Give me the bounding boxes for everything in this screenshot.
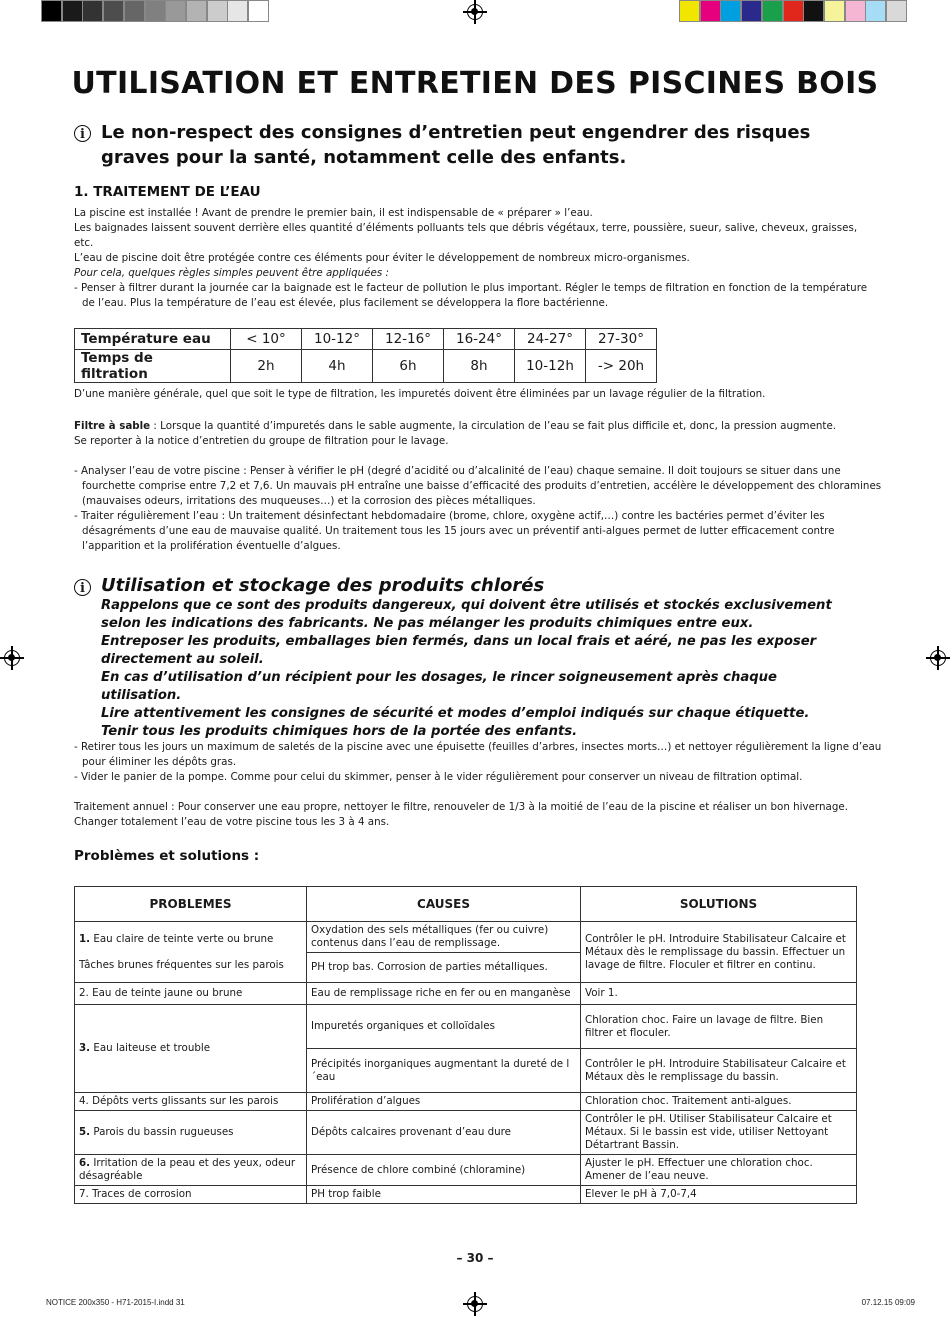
solution-cell: Voir 1. bbox=[581, 983, 857, 1005]
process-color-swatch bbox=[720, 0, 741, 22]
problem-number: 1. bbox=[79, 932, 91, 945]
temp-cell: 27-30° bbox=[586, 329, 657, 350]
col-header-causes: CAUSES bbox=[307, 887, 581, 922]
temp-cell: 16-24° bbox=[444, 329, 515, 350]
problem-cell bbox=[75, 1155, 307, 1186]
cause-cell: PH trop bas. Corrosion de parties métalliques. bbox=[307, 953, 581, 983]
problems-table bbox=[74, 886, 857, 1204]
chlorine-instructions bbox=[101, 597, 861, 741]
registration-mark-left-icon bbox=[4, 650, 20, 666]
chlorine-section-title: Utilisation et stockage des produits chlorés bbox=[101, 575, 545, 596]
page-title: UTILISATION ET ENTRETIEN DES PISCINES BOIS bbox=[71, 66, 879, 101]
process-color-swatch bbox=[886, 0, 907, 22]
table-row-temperature bbox=[75, 329, 657, 350]
general-filtration-note: D’une manière générale, quel que soit le type de filtration, les impuretés doivent être éliminées par un lavage régulier de la filtration. bbox=[74, 388, 766, 400]
table-row bbox=[75, 1111, 857, 1155]
section-heading-water-treatment: 1. TRAITEMENT DE L’EAU bbox=[74, 184, 261, 200]
skimmer-note: - Vider le panier de la pompe. Comme pour celui du skimmer, penser à le vider régulièrement pour conserver un niveau de filtration optimal. bbox=[74, 771, 803, 783]
process-color-swatch bbox=[679, 0, 700, 22]
problem-cell bbox=[75, 922, 307, 983]
process-color-swatch bbox=[865, 0, 886, 22]
solution-cell: Chloration choc. Traitement anti-algues. bbox=[581, 1093, 857, 1111]
problem-text: Parois du bassin rugueuses bbox=[90, 1126, 234, 1138]
solution-cell: Chloration choc. Faire un lavage de filtre. Bien filtrer et floculer. bbox=[581, 1005, 857, 1049]
problem-number: 3. bbox=[79, 1042, 91, 1054]
gray-swatch bbox=[186, 0, 207, 22]
registration-mark-right-icon bbox=[930, 650, 946, 666]
solution-cell: Elever le pH à 7,0-7,4 bbox=[581, 1186, 857, 1204]
registration-mark-bottom-icon bbox=[467, 1296, 483, 1312]
gray-swatch bbox=[103, 0, 124, 22]
time-cell: 8h bbox=[444, 350, 515, 383]
info-icon: i bbox=[74, 579, 91, 596]
process-color-swatch bbox=[783, 0, 804, 22]
problem-cell: 7. Traces de corrosion bbox=[75, 1186, 307, 1204]
gray-swatch bbox=[165, 0, 186, 22]
footer-timestamp: 07.12.15 09:09 bbox=[861, 1298, 915, 1307]
problem-text: Eau claire de teinte verte ou brune bbox=[90, 932, 274, 945]
solution-cell: Contrôler le pH. Utiliser Stabilisateur Calcaire et Métaux. Si le bassin est vide, utiliser Nettoyant Détartrant Bassin. bbox=[581, 1111, 857, 1155]
sand-filter-paragraph bbox=[74, 419, 874, 449]
intro-line-3: L’eau de piscine doit être protégée contre ces éléments pour éviter le développement de nombreux micro-organismes. bbox=[74, 252, 690, 264]
gray-swatch bbox=[145, 0, 166, 22]
table-row-filtration-time bbox=[75, 350, 657, 383]
gray-swatch bbox=[62, 0, 83, 22]
process-color-swatch bbox=[700, 0, 721, 22]
rules-intro: Pour cela, quelques règles simples peuvent être appliquées : bbox=[74, 267, 389, 279]
chlorine-line: Entreposer les produits, emballages bien fermés, dans un local frais et aéré, ne pas les exposer bbox=[101, 634, 817, 649]
table-row bbox=[75, 1186, 857, 1204]
gray-swatch bbox=[248, 0, 269, 22]
problem-cell: 4. Dépôts verts glissants sur les parois bbox=[75, 1093, 307, 1111]
debris-note: - Retirer tous les jours un maximum de saletés de la piscine avec une épuisette (feuilles d’arbres, insectes morts…) et nettoyer régulièrement la ligne d’eau pour éliminer les dépôts gras. bbox=[74, 741, 882, 768]
intro-line-2: Les baignades laissent souvent derrière elles quantité d’éléments polluants tels que débris végétaux, terre, poussière, sueur, salive, cheveux, graisses, etc. bbox=[74, 222, 858, 249]
table-row bbox=[75, 983, 857, 1005]
row-label-filtration-time: Temps de filtration bbox=[75, 350, 231, 383]
time-cell: 4h bbox=[302, 350, 373, 383]
gray-swatch bbox=[41, 0, 62, 22]
filtration-time-table bbox=[74, 328, 657, 383]
chlorine-line: selon les indications des fabricants. Ne pas mélanger les produits chimiques entre eux. bbox=[101, 616, 754, 631]
table-row bbox=[75, 1093, 857, 1111]
col-header-solutions: SOLUTIONS bbox=[581, 887, 857, 922]
gray-swatch bbox=[82, 0, 103, 22]
problem-cell bbox=[75, 1111, 307, 1155]
sand-filter-text: : Lorsque la quantité d’impuretés dans le sable augmente, la circulation de l’eau se fait plus difficile et, donc, la pression augmente. bbox=[150, 420, 837, 432]
safety-warning: Le non-respect des consignes d’entretien peut engendrer des risques graves pour la santé, notamment celle des enfants. bbox=[101, 122, 811, 168]
registration-mark-top-icon bbox=[467, 4, 483, 20]
annual-line-1: Traitement annuel : Pour conserver une eau propre, nettoyer le filtre, renouveler de 1/3 à la moitié de l’eau de la piscine et réaliser un bon hivernage. bbox=[74, 801, 848, 813]
cause-cell: Oxydation des sels métalliques (fer ou cuivre) contenus dans l’eau de remplissage. bbox=[307, 922, 581, 953]
table-row bbox=[75, 1005, 857, 1049]
table-header-row bbox=[75, 887, 857, 922]
cause-cell: PH trop faible bbox=[307, 1186, 581, 1204]
cause-cell: Précipités inorganiques augmentant la dureté de l´eau bbox=[307, 1049, 581, 1093]
chlorine-line: directement au soleil. bbox=[101, 652, 264, 667]
intro-line-1: La piscine est installée ! Avant de prendre le premier bain, il est indispensable de « préparer » l’eau. bbox=[74, 207, 593, 219]
treat-water-note: - Traiter régulièrement l’eau : Un traitement désinfectant hebdomadaire (brome, chlore, oxygène actif,…) contre les bactéries permet d’éviter les désagréments d’une eau de mauvaise qualité. Un traitement tous les 15 jours avec un préventif anti-algues permet de lutter efficacement contre l’apparition et la prolifération éventuelle d’algues. bbox=[74, 510, 835, 552]
chlorine-line: En cas d’utilisation d’un récipient pour les dosages, le rincer soigneusement après chaque utilisation. bbox=[101, 670, 778, 703]
problem-cell: 2. Eau de teinte jaune ou brune bbox=[75, 983, 307, 1005]
annual-line-2: Changer totalement l’eau de votre piscine tous les 3 à 4 ans. bbox=[74, 816, 390, 828]
chlorine-line: Lire attentivement les consignes de sécurité et modes d’emploi indiqués sur chaque étiquette. bbox=[101, 706, 810, 721]
time-cell: 10-12h bbox=[515, 350, 586, 383]
intro-paragraph bbox=[74, 206, 874, 281]
annual-treatment bbox=[74, 800, 874, 830]
gray-swatch bbox=[227, 0, 248, 22]
row-label-temperature: Température eau bbox=[75, 329, 231, 350]
time-cell: -> 20h bbox=[586, 350, 657, 383]
gray-swatch bbox=[207, 0, 228, 22]
time-cell: 2h bbox=[231, 350, 302, 383]
gray-swatch bbox=[124, 0, 145, 22]
table-row bbox=[75, 922, 857, 953]
col-header-problems: PROBLEMES bbox=[75, 887, 307, 922]
temp-cell: 24-27° bbox=[515, 329, 586, 350]
temp-cell: 12-16° bbox=[373, 329, 444, 350]
process-color-swatch bbox=[741, 0, 762, 22]
solution-cell: Contrôler le pH. Introduire Stabilisateur Calcaire et Métaux dès le remplissage du bassin. Effectuer un lavage de filtre. Floculer et filtrer en continu. bbox=[581, 922, 857, 983]
page-number: – 30 – bbox=[456, 1251, 494, 1265]
chlorine-line: Rappelons que ce sont des produits dangereux, qui doivent être utilisés et stockés exclusivement bbox=[101, 598, 832, 613]
process-color-swatch bbox=[762, 0, 783, 22]
problem-text: Eau laiteuse et trouble bbox=[90, 1042, 211, 1054]
chlorine-line: Tenir tous les produits chimiques hors de la portée des enfants. bbox=[101, 724, 578, 739]
problems-heading: Problèmes et solutions : bbox=[74, 848, 260, 864]
cause-cell: Eau de remplissage riche en fer ou en manganèse bbox=[307, 983, 581, 1005]
cause-cell: Impuretés organiques et colloïdales bbox=[307, 1005, 581, 1049]
time-cell: 6h bbox=[373, 350, 444, 383]
analyse-water-note: - Analyser l’eau de votre piscine : Penser à vérifier le pH (degré d’acidité ou d’alcalinité de l’eau) chaque semaine. Il doit toujours se situer dans une fourchette comprise entre 7,2 et 7,6. Un mauvais pH entraîne une baisse d’efficacité des produits d’entretien, accélère le développement des chloramines (mauvaises odeurs, irritations des muqueuses…) et la corrosion des pièces métalliques. bbox=[74, 465, 882, 507]
temp-cell: 10-12° bbox=[302, 329, 373, 350]
problem-text: Tâches brunes fréquentes sur les parois bbox=[79, 958, 284, 971]
cause-cell: Présence de chlore combiné (chloramine) bbox=[307, 1155, 581, 1186]
process-color-swatch bbox=[845, 0, 866, 22]
info-icon: i bbox=[74, 125, 91, 142]
problem-number: 6. bbox=[79, 1157, 91, 1169]
process-color-swatch bbox=[803, 0, 824, 22]
filter-note: - Penser à filtrer durant la journée car la baignade est le facteur de pollution le plus important. Régler le temps de filtration en fonction de la température de l’eau. Plus la température de l’eau est élevée, plus facilement se développera la flore bactérienne. bbox=[74, 282, 868, 309]
cause-cell: Prolifération d’algues bbox=[307, 1093, 581, 1111]
solution-cell: Contrôler le pH. Introduire Stabilisateur Calcaire et Métaux dès le remplissage du bassin. bbox=[581, 1049, 857, 1093]
process-color-swatch bbox=[824, 0, 845, 22]
sand-filter-label: Filtre à sable bbox=[74, 420, 151, 432]
temp-cell: < 10° bbox=[231, 329, 302, 350]
problem-number: 5. bbox=[79, 1126, 91, 1138]
table-row bbox=[75, 1155, 857, 1186]
solution-cell: Ajuster le pH. Effectuer une chloration choc. Amener de l’eau neuve. bbox=[581, 1155, 857, 1186]
problem-cell bbox=[75, 1005, 307, 1093]
sand-filter-text-2: Se reporter à la notice d’entretien du groupe de filtration pour le lavage. bbox=[74, 435, 449, 447]
footer-filename: NOTICE 200x350 - H71-2015-I.indd 31 bbox=[46, 1298, 185, 1307]
cause-cell: Dépôts calcaires provenant d’eau dure bbox=[307, 1111, 581, 1155]
problem-text: Irritation de la peau et des yeux, odeur désagréable bbox=[79, 1157, 296, 1182]
